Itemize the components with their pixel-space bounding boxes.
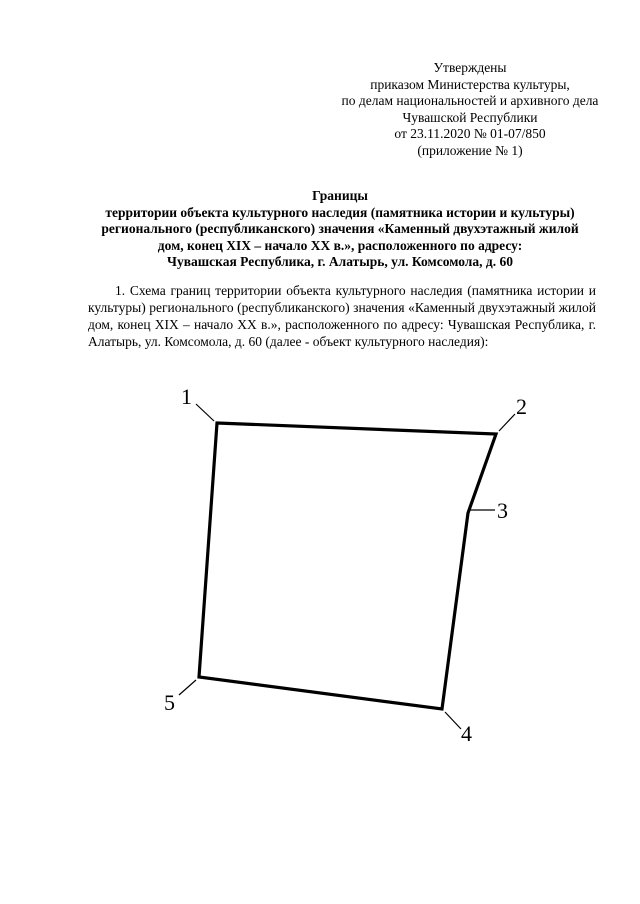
approval-line-appendix: (приложение № 1) (417, 142, 523, 158)
approval-line-date-number: от 23.11.2020 № 01-07/850 (394, 126, 546, 141)
point-label-3: 3 (497, 498, 508, 523)
point-label-4: 4 (461, 721, 472, 746)
title-line-4: дом, конец XIX – начало XX в.», расположенного по адресу: (157, 237, 523, 253)
leader-line-point-2 (499, 414, 515, 431)
approval-line-approved: Утверждены (433, 60, 507, 75)
leader-line-point-4 (445, 712, 461, 729)
point-label-2: 2 (516, 394, 527, 419)
title-line-5: Чувашская Республика, г. Алатырь, ул. Комсомола, д. 60 (167, 254, 513, 269)
title-line-1: Границы (312, 188, 368, 203)
approval-line-order: приказом Министерства культуры, (370, 76, 570, 92)
point-label-1: 1 (181, 384, 192, 409)
point-label-5: 5 (164, 690, 175, 715)
leader-line-point-1 (196, 404, 214, 421)
title-line-3: регионального (республиканского) значения «Каменный двухэтажный жилой (101, 221, 579, 236)
approval-line-republic: Чувашской Республики (402, 109, 538, 125)
approval-line-ministry: по делам национальностей и архивного дела (341, 93, 599, 108)
leader-line-point-5 (179, 680, 196, 695)
scheme-description-paragraph: 1. Схема границ территории объекта культурного наследия (памятника истории и культуры) регионального (республиканского) значения «Каменный двухэтажный жилой дом, конец XIX – начало XX в.», расположенного по адресу: Чувашская Республика, г. Алатырь, ул. Комсомола, д. 60 (далее - объект культурного наследия): (88, 283, 596, 349)
boundary-polygon (199, 423, 496, 709)
title-line-2: территории объекта культурного наследия (памятника истории и культуры) (105, 204, 575, 220)
